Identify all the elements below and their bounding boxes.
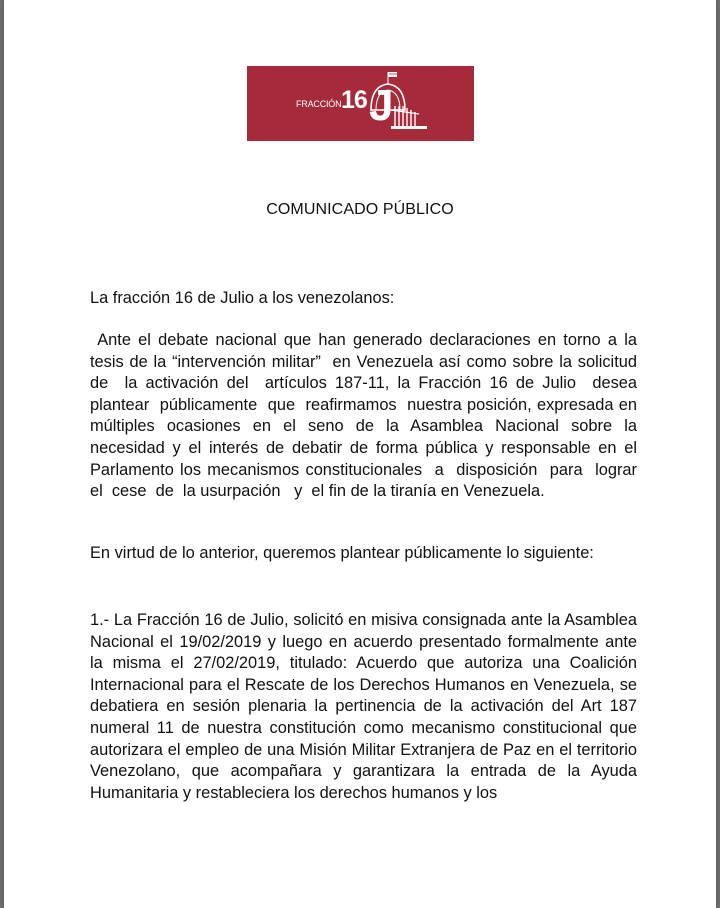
logo-letter: J bbox=[369, 81, 394, 130]
paragraph-3: 1.- La Fracción 16 de Julio, solicitó en misiva consignada ante la Asamblea Nacional el 19/02/2019 y luego en acuerdo presentado formalmente ante la misma el 27/02/2019, titulado: Acuerdo que autoriza una Coalición Internacional para el Rescate de los Derechos Humanos en Venezuela, se debatiera en sesión plenaria la pertinencia de la activación del Art 187 numeral 11 de nuestra constitución como mecanismo constitucional que autorizara el empleo de una Misión Militar Extranjera de Paz en el territorio Venezolano, que acompañara y garantizara la entrada de la Ayuda Humanitaria y restableciera los derechos humanos y los bbox=[90, 611, 637, 802]
greeting: La fracción 16 de Julio a los venezolanos: bbox=[90, 289, 395, 307]
document-page bbox=[4, 0, 716, 908]
logo-text: FRACCIÓN bbox=[296, 99, 342, 109]
fraccion-16j-logo bbox=[247, 66, 474, 141]
paragraph-2: En virtud de lo anterior, queremos plantear públicamente lo siguiente: bbox=[90, 544, 594, 562]
logo-number: 16 bbox=[341, 86, 367, 114]
paragraph-1: Ante el debate nacional que han generado declaraciones en torno a la tesis de la “intervención militar” en Venezuela así como sobre la solicitud de la activación del artículos 187-11, la Fracción 16 de Julio desea plantear públicamente que reafirmamos nuestra posición, expresada en múltiples ocasiones en el seno de la Asamblea Nacional sobre la necesidad y el interés de debatir de forma pública y responsable en el Parlamento los mecanismos constitucionales a disposición para lograr el cese de la usurpación y el fin de la tiranía en Venezuela. bbox=[90, 331, 647, 501]
document-title: COMUNICADO PÚBLICO bbox=[266, 201, 454, 218]
